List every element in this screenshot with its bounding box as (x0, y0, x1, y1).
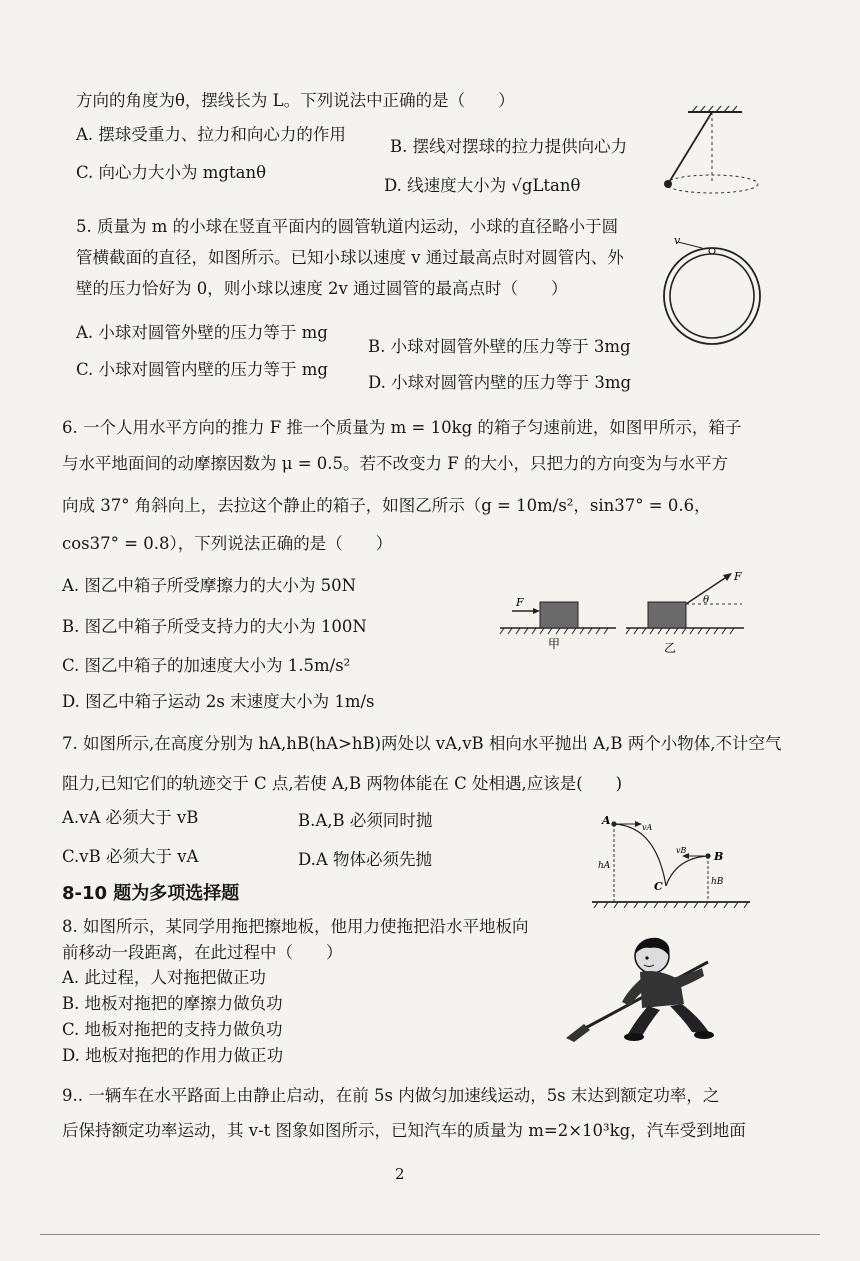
q6-option-d: D. 图乙中箱子运动 2s 末速度大小为 1m/s (62, 692, 375, 711)
q6-theta-label: θ (703, 595, 710, 606)
q6-option-a: A. 图乙中箱子所受摩擦力的大小为 50N (62, 576, 357, 595)
q8-option-d: D. 地板对拖把的作用力做正功 (62, 1046, 284, 1065)
q6-stem-line-1: 6. 一个人用水平方向的推力 F 推一个质量为 m = 10kg 的箱子匀速前进，如图甲所示，箱子 (62, 418, 742, 437)
q4-option-d: D. 线速度大小为 √gLtanθ (384, 176, 581, 195)
q5-stem-line-1: 5. 质量为 m 的小球在竖直平面内的圆管轨道内运动，小球的直径略小于圆 (76, 217, 619, 236)
q6-yi-f-label: F (734, 570, 742, 583)
q7-option-d: D.A 物体必须先抛 (298, 850, 433, 869)
q9-stem-line-2: 后保持额定功率运动，其 v-t 图象如图所示，已知汽车的质量为 m=2×10³kg，汽车受到地面 (62, 1121, 746, 1140)
q4-option-a: A. 摆球受重力、拉力和向心力的作用 (76, 125, 346, 144)
q5-option-d: D. 小球对圆管内壁的压力等于 3mg (368, 373, 632, 392)
circular-tube-figure (664, 232, 764, 350)
q6-stem-line-3: 向成 37° 角斜向上，去拉这个静止的箱子，如图乙所示（g = 10m/s²，sin37° = 0.6， (62, 496, 711, 515)
q5-stem-line-2: 管横截面的直径，如图所示。已知小球以速度 v 通过最高点时对圆管内、外 (76, 248, 624, 267)
q6-stem-line-4: cos37° = 0.8），下列说法正确的是（ ） (62, 534, 393, 553)
q7-c-label: C (654, 880, 663, 893)
q7-stem-line-1: 7. 如图所示,在高度分别为 hA,hB(hA>hB)两处以 vA,vB 相向水平抛出 A,B 两个小物体,不计空气 (62, 734, 782, 753)
q5-option-c: C. 小球对圆管内壁的压力等于 mg (76, 360, 328, 379)
q8-stem-line-2: 前移动一段距离，在此过程中（ ） (62, 943, 343, 962)
conical-pendulum-figure (660, 104, 760, 196)
q6-option-c: C. 图乙中箱子的加速度大小为 1.5m/s² (62, 656, 351, 675)
q7-b-label: B (714, 850, 724, 863)
q7-a-label: A (602, 814, 611, 827)
section-title: 8-10 题为多项选择题 (62, 883, 240, 904)
q7-option-b: B.A,B 必须同时抛 (298, 811, 433, 830)
q8-stem-line-1: 8. 如图所示，某同学用拖把擦地板，他用力使拖把沿水平地板向 (62, 917, 529, 936)
q5-v-label: v (674, 234, 681, 247)
q8-option-c: C. 地板对拖把的支持力做负功 (62, 1020, 283, 1039)
q6-stem-line-2: 与水平地面间的动摩擦因数为 μ = 0.5。若不改变力 F 的大小，只把力的方向变为与水平方 (62, 454, 728, 473)
q7-option-c: C.vB 必须大于 vA (62, 847, 199, 866)
projectile-figure (590, 810, 760, 914)
q7-stem-line-2: 阻力,已知它们的轨迹交于 C 点,若使 A,B 两物体能在 C 处相遇,应该是( ) (62, 774, 623, 793)
q6-option-b: B. 图乙中箱子所受支持力的大小为 100N (62, 617, 367, 636)
q7-option-a: A.vA 必须大于 vB (62, 808, 199, 827)
q8-option-a: A. 此过程，人对拖把做正功 (62, 968, 266, 987)
q6-jia-f-label: F (516, 596, 524, 609)
q8-option-b: B. 地板对拖把的摩擦力做负功 (62, 994, 283, 1013)
page-number: 2 (395, 1165, 405, 1183)
q4-option-b: B. 摆线对摆球的拉力提供向心力 (390, 137, 628, 156)
q6-jia-label: 甲 (548, 637, 561, 651)
q7-hb-label: hB (711, 877, 724, 887)
q7-vb-label: vB (676, 846, 687, 855)
q5-option-b: B. 小球对圆管外壁的压力等于 3mg (368, 337, 631, 356)
q5-option-a: A. 小球对圆管外壁的压力等于 mg (76, 323, 328, 342)
q9-stem-line-1: 9.. 一辆车在水平路面上由静止启动，在前 5s 内做匀加速线运动，5s 末达到额定功率，之 (62, 1086, 720, 1105)
box-force-figure (500, 566, 750, 656)
q4-stem: 方向的角度为θ，摆线长为 L。下列说法中正确的是（ ） (76, 91, 515, 110)
q4-option-c: C. 向心力大小为 mgtanθ (76, 163, 267, 182)
bottom-rule (40, 1234, 820, 1235)
mopping-student-illustration (562, 934, 722, 1044)
q7-va-label: vA (642, 823, 653, 832)
q6-yi-label: 乙 (664, 641, 677, 655)
q5-stem-line-3: 壁的压力恰好为 0，则小球以速度 2v 通过圆管的最高点时（ ） (76, 279, 568, 298)
q7-ha-label: hA (598, 861, 611, 871)
